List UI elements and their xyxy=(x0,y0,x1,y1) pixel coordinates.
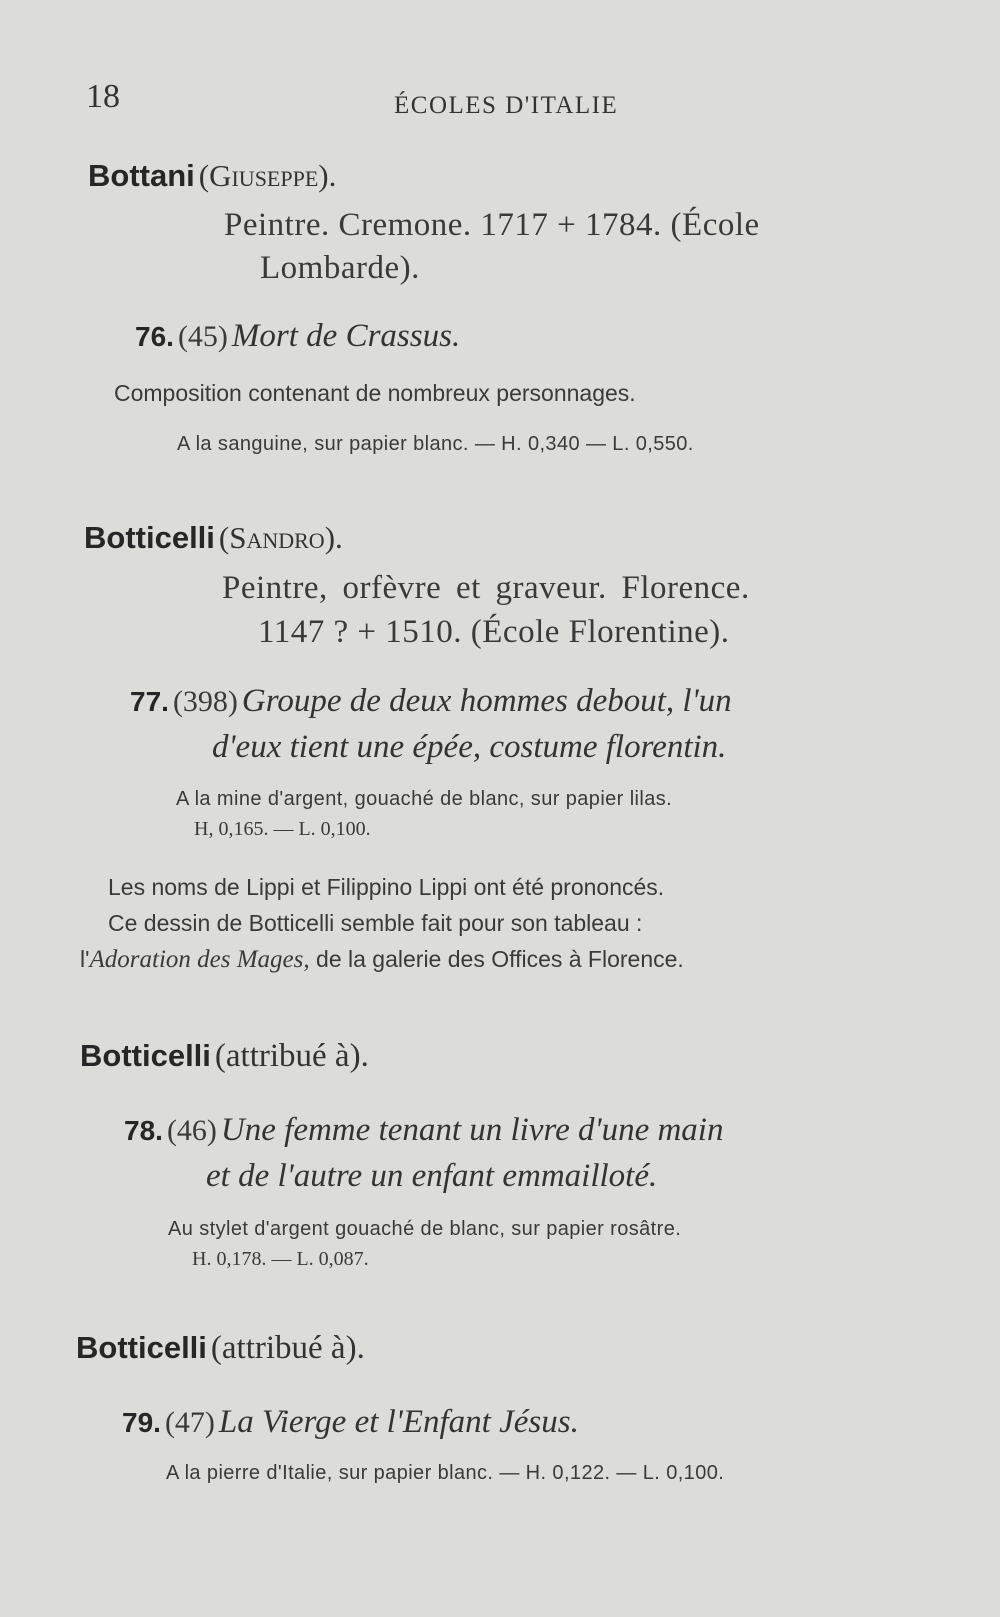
note-rest: de la galerie des Offices à Florence. xyxy=(309,946,684,972)
page-number: 18 xyxy=(86,78,120,115)
work-title-line xyxy=(130,683,732,720)
inventory-reference: (45) xyxy=(177,320,228,353)
attribution: (attribué à). xyxy=(214,1038,369,1074)
artist-surname: Botticelli xyxy=(80,1038,211,1073)
painting-title: Adoration des Mages, xyxy=(89,946,310,973)
inventory-reference: (398) xyxy=(172,685,238,718)
inventory-reference: (46) xyxy=(166,1114,217,1147)
work-title: Groupe de deux hommes debout, l'un xyxy=(241,683,732,719)
work-title-line xyxy=(124,1112,723,1149)
artist-surname: Bottani xyxy=(88,158,195,193)
work-medium: Au stylet d'argent gouaché de blanc, sur papier rosâtre. xyxy=(168,1218,682,1240)
work-medium-dimensions: A la pierre d'Italie, sur papier blanc. — H. 0,122. — L. 0,100. xyxy=(166,1462,725,1484)
artist-bio-line: Lombarde). xyxy=(260,250,420,286)
artist-heading-botticelli-attributed xyxy=(76,1330,365,1367)
work-note-line: Les noms de Lippi et Filippino Lippi ont été prononcés. xyxy=(108,874,665,900)
work-title: Mort de Crassus. xyxy=(231,318,461,354)
catalogue-number: 78. xyxy=(124,1115,163,1146)
work-title-line xyxy=(135,318,460,355)
work-description: Composition contenant de nombreux personnages. xyxy=(114,380,636,406)
catalogue-number: 79. xyxy=(122,1407,161,1438)
artist-given-name-open: ( xyxy=(198,158,210,193)
work-title-continuation: et de l'autre un enfant emmailloté. xyxy=(206,1158,658,1194)
running-title: ÉCOLES D'ITALIE xyxy=(394,92,619,119)
artist-heading-botticelli xyxy=(84,520,343,556)
inventory-reference: (47) xyxy=(164,1406,215,1439)
attribution: (attribué à). xyxy=(210,1330,365,1366)
work-note-line: Ce dessin de Botticelli semble fait pour son tableau : xyxy=(108,910,643,936)
artist-bio-line: 1147 ? + 1510. (École Florentine). xyxy=(258,614,730,650)
work-title-continuation: d'eux tient une épée, costume florentin. xyxy=(212,729,727,765)
work-dimensions: H, 0,165. — L. 0,100. xyxy=(194,818,371,840)
artist-given-name-close: ). xyxy=(324,520,343,555)
artist-surname: Botticelli xyxy=(84,520,215,555)
work-title: Une femme tenant un livre d'une main xyxy=(220,1112,724,1148)
work-medium: A la mine d'argent, gouaché de blanc, sur papier lilas. xyxy=(176,788,673,810)
artist-given-name: Sandro xyxy=(229,520,325,555)
catalogue-number: 76. xyxy=(135,321,174,352)
catalogue-number: 77. xyxy=(130,686,169,717)
work-title: La Vierge et l'Enfant Jésus. xyxy=(218,1404,579,1440)
artist-heading-botticelli-attributed xyxy=(80,1038,369,1075)
artist-bio-line: Peintre, orfèvre et graveur. Florence. xyxy=(222,570,750,606)
artist-surname: Botticelli xyxy=(76,1330,207,1365)
note-prefix: l' xyxy=(80,946,90,972)
work-note-line xyxy=(80,946,684,974)
artist-heading-bottani xyxy=(88,158,336,194)
work-title-line xyxy=(122,1404,579,1441)
artist-given-name-close: ). xyxy=(318,158,337,193)
artist-bio-line: Peintre. Cremone. 1717 + 1784. (École xyxy=(224,207,760,243)
artist-given-name-open: ( xyxy=(218,520,230,555)
artist-given-name: Giuseppe xyxy=(209,158,319,193)
work-medium-dimensions: A la sanguine, sur papier blanc. — H. 0,340 — L. 0,550. xyxy=(177,433,694,455)
work-dimensions: H. 0,178. — L. 0,087. xyxy=(192,1248,369,1270)
